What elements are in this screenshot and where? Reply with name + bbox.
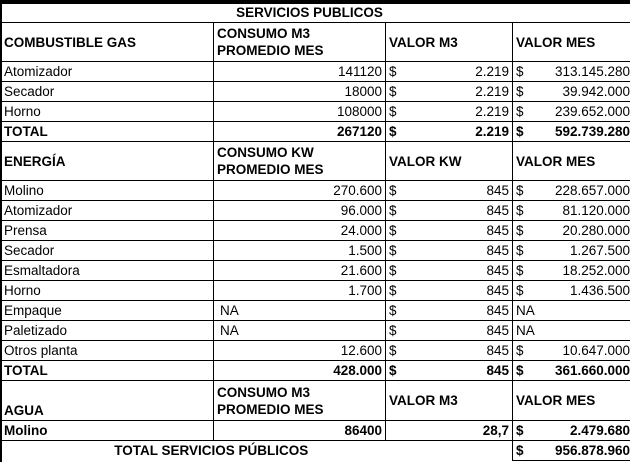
row-consumo: 96.000 <box>214 201 386 221</box>
servicios-publicos-table <box>0 3 630 461</box>
row-name: Horno <box>1 102 214 122</box>
amount: 81.120.000 <box>562 203 630 218</box>
row-name: Empaque <box>1 301 214 321</box>
currency-symbol: $ <box>516 443 524 458</box>
row-consumo: 24.000 <box>214 221 386 241</box>
row-valor-unit <box>386 321 513 341</box>
amount: 2.479.680 <box>569 423 630 438</box>
row-valor-unit <box>386 261 513 281</box>
currency-symbol: $ <box>516 283 524 298</box>
agua-valor-unit-header: VALOR M3 <box>386 381 513 421</box>
currency-symbol: $ <box>516 423 524 438</box>
header-line-1: CONSUMO M3 <box>217 384 311 400</box>
row-name: Molino <box>1 421 214 441</box>
amount: 10.647.000 <box>562 343 630 358</box>
row-valor-mes <box>513 201 630 221</box>
table-row <box>1 221 630 241</box>
amount: 39.942.000 <box>562 84 630 99</box>
amount: 1.436.500 <box>569 283 630 298</box>
currency-symbol: $ <box>516 64 524 79</box>
amount: 845 <box>486 343 509 358</box>
agua-header-row <box>1 381 630 421</box>
currency-symbol: $ <box>516 223 524 238</box>
currency-symbol: $ <box>516 203 524 218</box>
row-valor-mes <box>513 221 630 241</box>
currency-symbol: $ <box>516 84 524 99</box>
gas-total-row <box>1 122 630 142</box>
gas-consumo-header <box>214 23 386 62</box>
row-valor-unit <box>386 122 513 142</box>
amount: 845 <box>486 283 509 298</box>
gas-valor-unit-header: VALOR M3 <box>386 23 513 62</box>
table-row <box>1 261 630 281</box>
row-valor-unit <box>386 361 513 381</box>
energia-consumo-header <box>214 142 386 181</box>
currency-symbol: $ <box>516 104 524 119</box>
header-line-2: PROMEDIO MES <box>217 401 324 417</box>
row-valor-mes <box>513 281 630 301</box>
row-consumo: 21.600 <box>214 261 386 281</box>
currency-symbol: $ <box>389 283 397 298</box>
header-line-1: CONSUMO KW <box>217 145 314 160</box>
energia-valor-unit-header: VALOR KW <box>386 142 513 181</box>
table-row <box>1 82 630 102</box>
row-valor-unit <box>386 181 513 201</box>
currency-symbol: $ <box>389 203 397 218</box>
header-line-2: PROMEDIO MES <box>217 43 324 58</box>
grand-total-label: TOTAL SERVICIOS PÚBLICOS <box>1 441 513 461</box>
agua-section-label: AGUA <box>1 381 214 421</box>
amount: 845 <box>486 183 509 198</box>
row-consumo: 18000 <box>214 82 386 102</box>
row-valor-unit <box>386 221 513 241</box>
row-valor-mes <box>513 102 630 122</box>
title-row <box>1 4 630 23</box>
table-row <box>1 201 630 221</box>
gas-valor-mes-header: VALOR MES <box>513 23 630 62</box>
gas-header-row <box>1 23 630 62</box>
row-consumo: 270.600 <box>214 181 386 201</box>
currency-symbol: $ <box>389 323 397 338</box>
row-valor-unit: 28,7 <box>386 421 513 441</box>
row-consumo: NA <box>214 301 386 321</box>
amount: 845 <box>486 323 509 338</box>
currency-symbol: $ <box>389 343 397 358</box>
row-name: Atomizador <box>1 62 214 82</box>
agua-consumo-header <box>214 381 386 421</box>
table-row <box>1 321 630 341</box>
left-border <box>0 0 2 462</box>
row-valor-unit <box>386 301 513 321</box>
currency-symbol: $ <box>389 84 397 99</box>
row-consumo: 428.000 <box>214 361 386 381</box>
currency-symbol: $ <box>389 124 397 139</box>
energia-valor-mes-header: VALOR MES <box>513 142 630 181</box>
amount: 845 <box>486 203 509 218</box>
row-name: Secador <box>1 241 214 261</box>
row-valor-mes <box>513 361 630 381</box>
amount: 361.660.000 <box>554 363 630 378</box>
row-valor-unit <box>386 62 513 82</box>
table-row <box>1 241 630 261</box>
amount: 845 <box>486 303 509 318</box>
amount: 956.878.960 <box>554 443 630 458</box>
amount: 845 <box>486 243 509 258</box>
table-title: SERVICIOS PUBLICOS <box>1 4 630 23</box>
row-valor-unit <box>386 201 513 221</box>
row-name: Otros planta <box>1 341 214 361</box>
row-name: Secador <box>1 82 214 102</box>
currency-symbol: $ <box>389 64 397 79</box>
row-name: Atomizador <box>1 201 214 221</box>
currency-symbol: $ <box>389 363 397 378</box>
amount: 18.252.000 <box>562 263 630 278</box>
amount: 239.652.000 <box>554 104 630 119</box>
row-consumo: 86400 <box>214 421 386 441</box>
currency-symbol: $ <box>389 263 397 278</box>
table-row <box>1 341 630 361</box>
energia-total-row <box>1 361 630 381</box>
row-valor-unit <box>386 82 513 102</box>
row-name: TOTAL <box>1 361 214 381</box>
row-name: Paletizado <box>1 321 214 341</box>
row-consumo: NA <box>214 321 386 341</box>
currency-symbol: $ <box>516 243 524 258</box>
header-line-1: CONSUMO M3 <box>217 26 311 41</box>
row-name: Horno <box>1 281 214 301</box>
currency-symbol: $ <box>389 223 397 238</box>
row-consumo: 108000 <box>214 102 386 122</box>
row-valor-mes <box>513 181 630 201</box>
row-valor-mes <box>513 122 630 142</box>
currency-symbol: $ <box>516 183 524 198</box>
row-name: TOTAL <box>1 122 214 142</box>
row-consumo: 12.600 <box>214 341 386 361</box>
currency-symbol: $ <box>516 124 524 139</box>
table-row <box>1 102 630 122</box>
currency-symbol: $ <box>516 343 524 358</box>
table-row <box>1 301 630 321</box>
table-row <box>1 181 630 201</box>
currency-symbol: $ <box>389 243 397 258</box>
row-consumo: 1.700 <box>214 281 386 301</box>
row-valor-unit <box>386 102 513 122</box>
amount: 845 <box>486 363 509 378</box>
amount: 1.267.500 <box>569 243 630 258</box>
energia-header-row <box>1 142 630 181</box>
amount: 20.280.000 <box>562 223 630 238</box>
row-valor-unit <box>386 341 513 361</box>
amount: 2.219 <box>475 104 509 119</box>
grand-total-value <box>513 441 630 461</box>
row-valor-mes <box>513 82 630 102</box>
header-line-2: PROMEDIO MES <box>217 162 324 177</box>
amount: 2.219 <box>475 64 509 79</box>
row-valor-mes <box>513 341 630 361</box>
amount: 845 <box>486 223 509 238</box>
row-valor-unit <box>386 241 513 261</box>
row-valor-mes <box>513 62 630 82</box>
amount: 313.145.280 <box>554 64 630 79</box>
amount: 2.219 <box>475 124 509 139</box>
amount: 228.657.000 <box>554 183 630 198</box>
currency-symbol: $ <box>516 363 524 378</box>
row-name: Molino <box>1 181 214 201</box>
amount: 2.219 <box>475 84 509 99</box>
row-consumo: 1.500 <box>214 241 386 261</box>
row-valor-mes <box>513 421 630 441</box>
row-consumo: 141120 <box>214 62 386 82</box>
agua-valor-mes-header: VALOR MES <box>513 381 630 421</box>
row-valor-mes: NA <box>513 301 630 321</box>
currency-symbol: $ <box>389 183 397 198</box>
row-valor-mes: NA <box>513 321 630 341</box>
currency-symbol: $ <box>389 104 397 119</box>
table-row <box>1 421 630 441</box>
energia-section-label: ENERGÍA <box>1 142 214 181</box>
table-row <box>1 281 630 301</box>
table-row <box>1 62 630 82</box>
row-valor-mes <box>513 241 630 261</box>
currency-symbol: $ <box>516 263 524 278</box>
gas-section-label: COMBUSTIBLE GAS <box>1 23 214 62</box>
row-valor-unit <box>386 281 513 301</box>
amount: 592.739.280 <box>554 124 630 139</box>
currency-symbol: $ <box>389 303 397 318</box>
row-valor-mes <box>513 261 630 281</box>
row-name: Prensa <box>1 221 214 241</box>
row-consumo: 267120 <box>214 122 386 142</box>
row-name: Esmaltadora <box>1 261 214 281</box>
amount: 845 <box>486 263 509 278</box>
grand-total-row <box>1 441 630 461</box>
